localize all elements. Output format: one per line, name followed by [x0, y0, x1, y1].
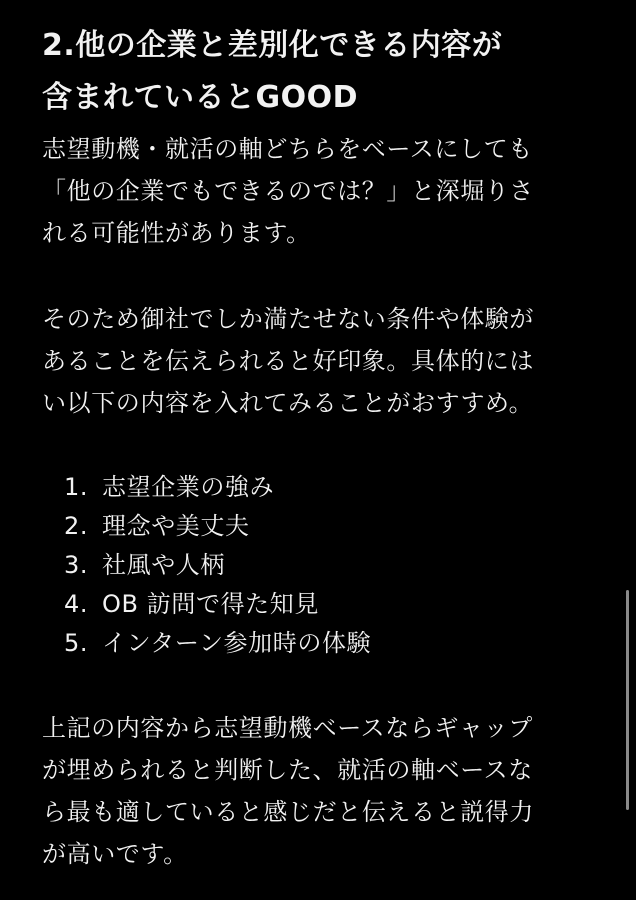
list-item-number: 2. — [64, 512, 89, 540]
paragraph-gap — [42, 254, 602, 298]
vertical-scrollbar[interactable] — [626, 590, 629, 810]
article-content — [42, 20, 602, 875]
paragraph-line: い以下の内容を入れてみることがおすすめ。 — [42, 389, 534, 417]
list-item-text: インターン参加時の体験 — [102, 629, 372, 657]
paragraph-line: 上記の内容から志望動機ベースならギャップ — [42, 714, 533, 742]
paragraph-line: あることを伝えられると好印象。具体的には — [42, 347, 534, 375]
list-item-text: 理念や美丈夫 — [102, 512, 250, 540]
list-item-text: OB 訪問で得た知見 — [102, 590, 319, 618]
list-item — [64, 624, 602, 663]
list-item — [64, 468, 602, 507]
numbered-list — [42, 468, 602, 663]
paragraph-gap — [42, 424, 602, 468]
list-item-number: 5. — [64, 629, 89, 657]
list-item — [64, 546, 602, 585]
paragraph-line: が埋められると判断した、就活の軸ベースな — [42, 756, 533, 784]
list-item — [64, 507, 602, 546]
section-heading — [42, 20, 602, 124]
heading-line-2: 含まれているとGOOD — [42, 80, 359, 115]
paragraph-line: そのため御社でしか満たせない条件や体験が — [42, 305, 534, 333]
paragraph-line: が高いです。 — [42, 840, 188, 868]
paragraph-recommendation — [42, 298, 602, 424]
paragraph-line: れる可能性があります。 — [42, 219, 311, 247]
list-item-number: 1. — [64, 473, 89, 501]
paragraph-line: 「他の企業でもできるのでは？」と深堀りさ — [42, 177, 534, 205]
paragraph-line: ら最も適していると感じだと伝えると説得力 — [42, 798, 534, 826]
list-item-number: 3. — [64, 551, 89, 579]
heading-line-1: 2.他の企業と差別化できる内容が — [42, 28, 503, 63]
list-item-number: 4. — [64, 590, 89, 618]
paragraph-line: 志望動機・就活の軸どちらをベースにしても — [42, 135, 533, 163]
paragraph-conclusion — [42, 707, 602, 875]
paragraph-intro — [42, 128, 602, 254]
list-item-text: 志望企業の強み — [102, 473, 275, 501]
list-item — [64, 585, 602, 624]
list-item-text: 社風や人柄 — [102, 551, 225, 579]
paragraph-gap — [42, 663, 602, 707]
